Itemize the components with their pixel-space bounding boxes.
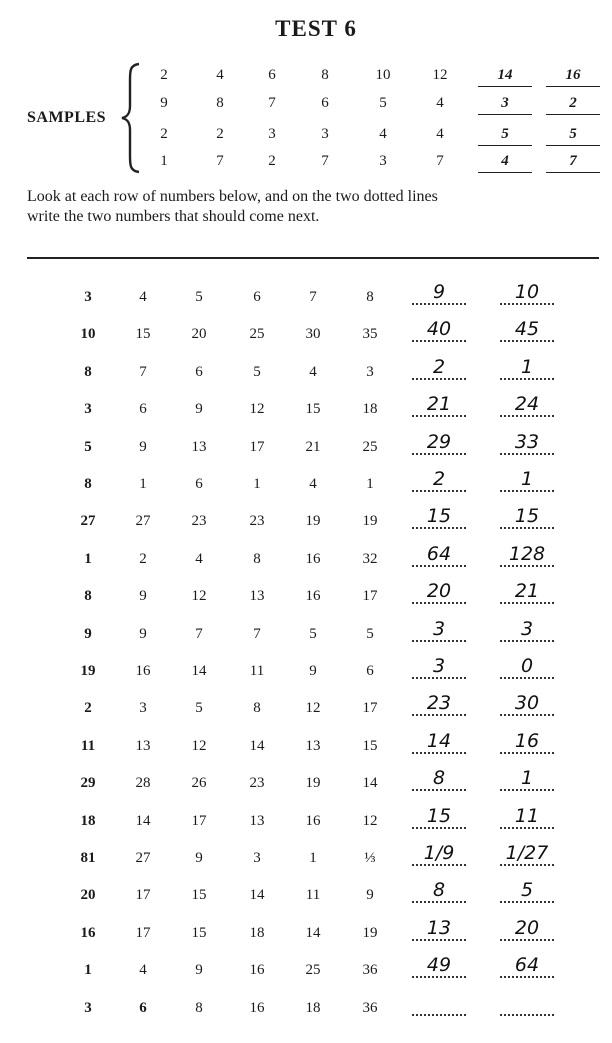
sequence-number: 12: [305, 700, 321, 716]
answer-field[interactable]: [496, 618, 558, 642]
sequence-number: 14: [191, 663, 207, 679]
sample-answer: 2: [569, 95, 577, 111]
sample-number: 4: [379, 126, 387, 142]
handwritten-answer: 5: [520, 879, 534, 901]
instructions-line-1: Look at each row of numbers below, and on the two dotted lines: [27, 188, 438, 205]
sample-number: 3: [379, 153, 387, 169]
answer-field[interactable]: [408, 393, 470, 417]
dotted-line: [412, 490, 466, 492]
answer-field[interactable]: [496, 543, 558, 567]
dotted-line: [412, 677, 466, 679]
sequence-number: 8: [253, 551, 261, 567]
sequence-number: 81: [80, 850, 96, 866]
dotted-line: [412, 602, 466, 604]
sequence-number: 5: [84, 439, 92, 455]
sequence-number: 19: [362, 513, 378, 529]
answer-field[interactable]: [408, 805, 470, 829]
handwritten-answer: 30: [514, 692, 540, 714]
handwritten-answer: 1: [520, 468, 534, 490]
sequence-number: 3: [84, 289, 92, 305]
sequence-number: 3: [84, 401, 92, 417]
dotted-line: [500, 827, 554, 829]
sequence-number: 8: [84, 588, 92, 604]
sequence-number: 4: [139, 289, 147, 305]
handwritten-answer: 64: [514, 954, 540, 976]
dotted-line: [412, 714, 466, 716]
answer-field[interactable]: [496, 356, 558, 380]
handwritten-answer: 64: [426, 543, 452, 565]
handwritten-answer: 2: [432, 356, 446, 378]
answer-field[interactable]: [496, 505, 558, 529]
answer-field[interactable]: [408, 692, 470, 716]
sequence-number: 9: [366, 887, 374, 903]
sequence-number: 7: [253, 626, 261, 642]
handwritten-answer: 0: [520, 655, 534, 677]
sequence-number: 29: [80, 775, 96, 791]
sequence-number: 25: [249, 326, 265, 342]
sequence-number: 4: [309, 364, 317, 380]
answer-field[interactable]: [496, 281, 558, 305]
sequence-number: 16: [135, 663, 151, 679]
sequence-number: 11: [305, 887, 321, 903]
sequence-number: 28: [135, 775, 151, 791]
sample-answer-line: [546, 114, 600, 115]
dotted-line: [500, 453, 554, 455]
sample-answer: 5: [569, 126, 577, 142]
answer-field[interactable]: [408, 730, 470, 754]
sample-number: 12: [432, 67, 448, 83]
sequence-number: 1: [84, 551, 92, 567]
sequence-number: 2: [84, 700, 92, 716]
sequence-number: 17: [249, 439, 265, 455]
sequence-number: 20: [191, 326, 207, 342]
dotted-line: [412, 303, 466, 305]
sequence-number: 9: [195, 401, 203, 417]
dotted-line: [412, 939, 466, 941]
sequence-number: 6: [195, 364, 203, 380]
handwritten-answer: 1: [520, 767, 534, 789]
sequence-number: 25: [362, 439, 378, 455]
sequence-number: 23: [191, 513, 207, 529]
sequence-number: 16: [305, 813, 321, 829]
sample-answer-line: [478, 86, 532, 87]
dotted-line: [412, 752, 466, 754]
sequence-number: 5: [309, 626, 317, 642]
sequence-number: 16: [249, 1000, 265, 1016]
sequence-number: 23: [249, 775, 265, 791]
dotted-line: [500, 602, 554, 604]
answer-field[interactable]: [408, 580, 470, 604]
sample-number: 7: [216, 153, 224, 169]
sequence-number: 14: [249, 887, 265, 903]
sequence-number: 3: [84, 1000, 92, 1016]
dotted-line: [412, 976, 466, 978]
handwritten-answer: 24: [514, 393, 540, 415]
dotted-line: [412, 864, 466, 866]
sequence-number: 6: [139, 1000, 147, 1016]
sequence-number: 12: [191, 738, 207, 754]
sequence-number: 7: [309, 289, 317, 305]
sequence-number: 26: [191, 775, 207, 791]
answer-field[interactable]: [496, 954, 558, 978]
sequence-number: 5: [253, 364, 261, 380]
answer-field[interactable]: [408, 992, 470, 1016]
sequence-number: 2: [139, 551, 147, 567]
answer-field[interactable]: [408, 655, 470, 679]
dotted-line: [412, 640, 466, 642]
sequence-number: 23: [249, 513, 265, 529]
handwritten-answer: 20: [514, 917, 540, 939]
sequence-number: 13: [305, 738, 321, 754]
sample-answer: 4: [501, 153, 509, 169]
answer-field[interactable]: [408, 543, 470, 567]
answer-field[interactable]: [496, 992, 558, 1016]
sequence-number: 8: [84, 476, 92, 492]
answer-field[interactable]: [496, 393, 558, 417]
sequence-number: 1: [139, 476, 147, 492]
dotted-line: [500, 1014, 554, 1016]
handwritten-answer: 1: [520, 356, 534, 378]
answer-field[interactable]: [496, 318, 558, 342]
sequence-number: 25: [305, 962, 321, 978]
sample-number: 7: [268, 95, 276, 111]
sequence-number: 17: [191, 813, 207, 829]
sequence-number: 6: [195, 476, 203, 492]
sequence-number: 14: [249, 738, 265, 754]
sample-answer-line: [478, 172, 532, 173]
sequence-number: 9: [195, 962, 203, 978]
sequence-number: 4: [139, 962, 147, 978]
sequence-number: 16: [249, 962, 265, 978]
dotted-line: [500, 303, 554, 305]
sample-number: 6: [268, 67, 276, 83]
sample-number: 1: [160, 153, 168, 169]
sequence-number: 9: [309, 663, 317, 679]
dotted-line: [500, 490, 554, 492]
sequence-number: 1: [366, 476, 374, 492]
sequence-number: 15: [305, 401, 321, 417]
answer-field[interactable]: [408, 954, 470, 978]
dotted-line: [500, 640, 554, 642]
sequence-number: 18: [305, 1000, 321, 1016]
sequence-number: 35: [362, 326, 378, 342]
answer-field[interactable]: [408, 318, 470, 342]
handwritten-answer: 9: [432, 281, 446, 303]
samples-label: SAMPLES: [27, 109, 107, 126]
sequence-number: 14: [135, 813, 151, 829]
sequence-number: 36: [362, 1000, 378, 1016]
sequence-number: 3: [253, 850, 261, 866]
sample-answer: 7: [569, 153, 577, 169]
sequence-number: 9: [195, 850, 203, 866]
answer-field[interactable]: [496, 842, 558, 866]
sequence-number: 11: [249, 663, 265, 679]
sequence-number: 13: [249, 813, 265, 829]
handwritten-answer: 1/27: [505, 842, 549, 864]
handwritten-answer: 49: [426, 954, 452, 976]
handwritten-answer: 45: [514, 318, 540, 340]
sample-answer: 16: [565, 67, 581, 83]
sample-answer-line: [478, 145, 532, 146]
sequence-number: 5: [366, 626, 374, 642]
handwritten-answer: 15: [426, 805, 452, 827]
sequence-number: 7: [195, 626, 203, 642]
handwritten-answer: 8: [432, 879, 446, 901]
answer-field[interactable]: [408, 618, 470, 642]
answer-field[interactable]: [496, 580, 558, 604]
sample-number: 7: [436, 153, 444, 169]
sequence-number: 17: [135, 887, 151, 903]
answer-field[interactable]: [408, 879, 470, 903]
sample-number: 2: [160, 126, 168, 142]
sequence-number: 9: [139, 588, 147, 604]
sequence-number: 14: [362, 775, 378, 791]
dotted-line: [412, 827, 466, 829]
handwritten-answer: 13: [426, 917, 452, 939]
dotted-line: [500, 527, 554, 529]
dotted-line: [500, 939, 554, 941]
dotted-line: [412, 789, 466, 791]
sample-number: 7: [321, 153, 329, 169]
sequence-number: 3: [366, 364, 374, 380]
sample-number: 4: [216, 67, 224, 83]
handwritten-answer: 21: [514, 580, 540, 602]
sequence-number: 10: [80, 326, 96, 342]
sequence-number: 21: [305, 439, 321, 455]
answer-field[interactable]: [408, 281, 470, 305]
answer-field[interactable]: [496, 805, 558, 829]
instructions: [27, 187, 607, 227]
handwritten-answer: 128: [508, 543, 546, 565]
sequence-number: 8: [366, 289, 374, 305]
answer-field[interactable]: [408, 356, 470, 380]
sample-answer: 3: [501, 95, 509, 111]
sequence-number: 12: [362, 813, 378, 829]
sequence-number: 19: [362, 925, 378, 941]
sample-number: 4: [436, 126, 444, 142]
sequence-number: 6: [253, 289, 261, 305]
handwritten-answer: 21: [426, 393, 452, 415]
answer-field[interactable]: [496, 431, 558, 455]
sample-number: 9: [160, 95, 168, 111]
sequence-number: 17: [135, 925, 151, 941]
handwritten-answer: 20: [426, 580, 452, 602]
sequence-number: 9: [84, 626, 92, 642]
dotted-line: [500, 378, 554, 380]
sequence-number: 36: [362, 962, 378, 978]
answer-field[interactable]: [496, 879, 558, 903]
sample-number: 3: [268, 126, 276, 142]
handwritten-answer: 3: [432, 618, 446, 640]
dotted-line: [500, 677, 554, 679]
sequence-number: 16: [305, 588, 321, 604]
left-brace-icon: [119, 62, 143, 174]
sample-number: 8: [216, 95, 224, 111]
sequence-number: 6: [139, 401, 147, 417]
sequence-number: 1: [253, 476, 261, 492]
handwritten-answer: 15: [514, 505, 540, 527]
sequence-number: 3: [139, 700, 147, 716]
answer-field[interactable]: [496, 468, 558, 492]
handwritten-answer: 2: [432, 468, 446, 490]
dotted-line: [500, 789, 554, 791]
sequence-number: 32: [362, 551, 378, 567]
handwritten-answer: 16: [514, 730, 540, 752]
instructions-line-2: write the two numbers that should come next.: [27, 208, 320, 225]
sequence-number: 16: [80, 925, 96, 941]
sequence-number: 8: [253, 700, 261, 716]
sample-number: 3: [321, 126, 329, 142]
answer-field[interactable]: [408, 917, 470, 941]
answer-field[interactable]: [496, 917, 558, 941]
dotted-line: [500, 415, 554, 417]
dotted-line: [500, 565, 554, 567]
sequence-number: 11: [80, 738, 96, 754]
handwritten-answer: 23: [426, 692, 452, 714]
dotted-line: [412, 565, 466, 567]
handwritten-answer: 8: [432, 767, 446, 789]
sequence-number: 4: [195, 551, 203, 567]
dotted-line: [500, 752, 554, 754]
sequence-number: 27: [80, 513, 96, 529]
sequence-number: 13: [135, 738, 151, 754]
sample-number: 10: [375, 67, 391, 83]
sample-number: 2: [160, 67, 168, 83]
sequence-number: 7: [139, 364, 147, 380]
sequence-number: 19: [305, 775, 321, 791]
handwritten-answer: 11: [514, 805, 540, 827]
sequence-number: 5: [195, 289, 203, 305]
answer-field[interactable]: [496, 692, 558, 716]
handwritten-answer: 14: [426, 730, 452, 752]
sequence-number: 15: [135, 326, 151, 342]
sequence-number: 17: [362, 700, 378, 716]
handwritten-answer: 1/9: [423, 842, 455, 864]
answer-field[interactable]: [408, 767, 470, 791]
dotted-line: [412, 340, 466, 342]
sequence-number: 1: [309, 850, 317, 866]
sample-number: 4: [436, 95, 444, 111]
handwritten-answer: 33: [514, 431, 540, 453]
sequence-number: 15: [191, 925, 207, 941]
answer-field[interactable]: [496, 655, 558, 679]
dotted-line: [412, 527, 466, 529]
dotted-line: [412, 901, 466, 903]
dotted-line: [412, 453, 466, 455]
sequence-number: 4: [309, 476, 317, 492]
dotted-line: [500, 714, 554, 716]
handwritten-answer: 15: [426, 505, 452, 527]
sample-number: 2: [216, 126, 224, 142]
sample-answer-line: [546, 145, 600, 146]
sequence-number: 8: [84, 364, 92, 380]
page-title: TEST 6: [275, 16, 357, 41]
sequence-number: 27: [135, 513, 151, 529]
dotted-line: [500, 976, 554, 978]
answer-field[interactable]: [496, 730, 558, 754]
sequence-number: 6: [366, 663, 374, 679]
sample-number: 2: [268, 153, 276, 169]
handwritten-answer: 3: [520, 618, 534, 640]
sample-number: 8: [321, 67, 329, 83]
answer-field[interactable]: [496, 767, 558, 791]
sequence-number: 19: [305, 513, 321, 529]
sequence-number: 17: [362, 588, 378, 604]
sequence-number: 14: [305, 925, 321, 941]
handwritten-answer: 3: [432, 655, 446, 677]
sample-number: 5: [379, 95, 387, 111]
sequence-number: 16: [305, 551, 321, 567]
sequence-number: 18: [249, 925, 265, 941]
sample-answer-line: [478, 114, 532, 115]
sample-answer: 14: [497, 67, 513, 83]
sample-number: 6: [321, 95, 329, 111]
sequence-number: 15: [191, 887, 207, 903]
handwritten-answer: 40: [426, 318, 452, 340]
dotted-line: [500, 340, 554, 342]
handwritten-answer: 29: [426, 431, 452, 453]
sequence-number: 13: [191, 439, 207, 455]
sequence-number: 1: [84, 962, 92, 978]
sequence-number: 18: [80, 813, 96, 829]
dotted-line: [412, 378, 466, 380]
dotted-line: [500, 864, 554, 866]
answer-field[interactable]: [408, 431, 470, 455]
sequence-number: 19: [80, 663, 96, 679]
sample-answer: 5: [501, 126, 509, 142]
sample-answer-line: [546, 86, 600, 87]
sequence-number: 20: [80, 887, 96, 903]
sequence-number: 18: [362, 401, 378, 417]
sequence-number: 8: [195, 1000, 203, 1016]
sequence-number: 13: [249, 588, 265, 604]
sequence-number: 12: [249, 401, 265, 417]
sequence-number: 9: [139, 626, 147, 642]
sequence-number: 27: [135, 850, 151, 866]
answer-field[interactable]: [408, 468, 470, 492]
dotted-line: [412, 1014, 466, 1016]
handwritten-answer: 10: [514, 281, 540, 303]
dotted-line: [500, 901, 554, 903]
dotted-line: [412, 415, 466, 417]
answer-field[interactable]: [408, 842, 470, 866]
sample-answer-line: [546, 172, 600, 173]
sequence-number: 30: [305, 326, 321, 342]
sequence-number: 9: [139, 439, 147, 455]
sequence-number: 12: [191, 588, 207, 604]
divider: [27, 257, 599, 259]
sequence-number: 5: [195, 700, 203, 716]
sequence-number: 15: [362, 738, 378, 754]
sequence-number: ⅓: [364, 850, 376, 866]
answer-field[interactable]: [408, 505, 470, 529]
